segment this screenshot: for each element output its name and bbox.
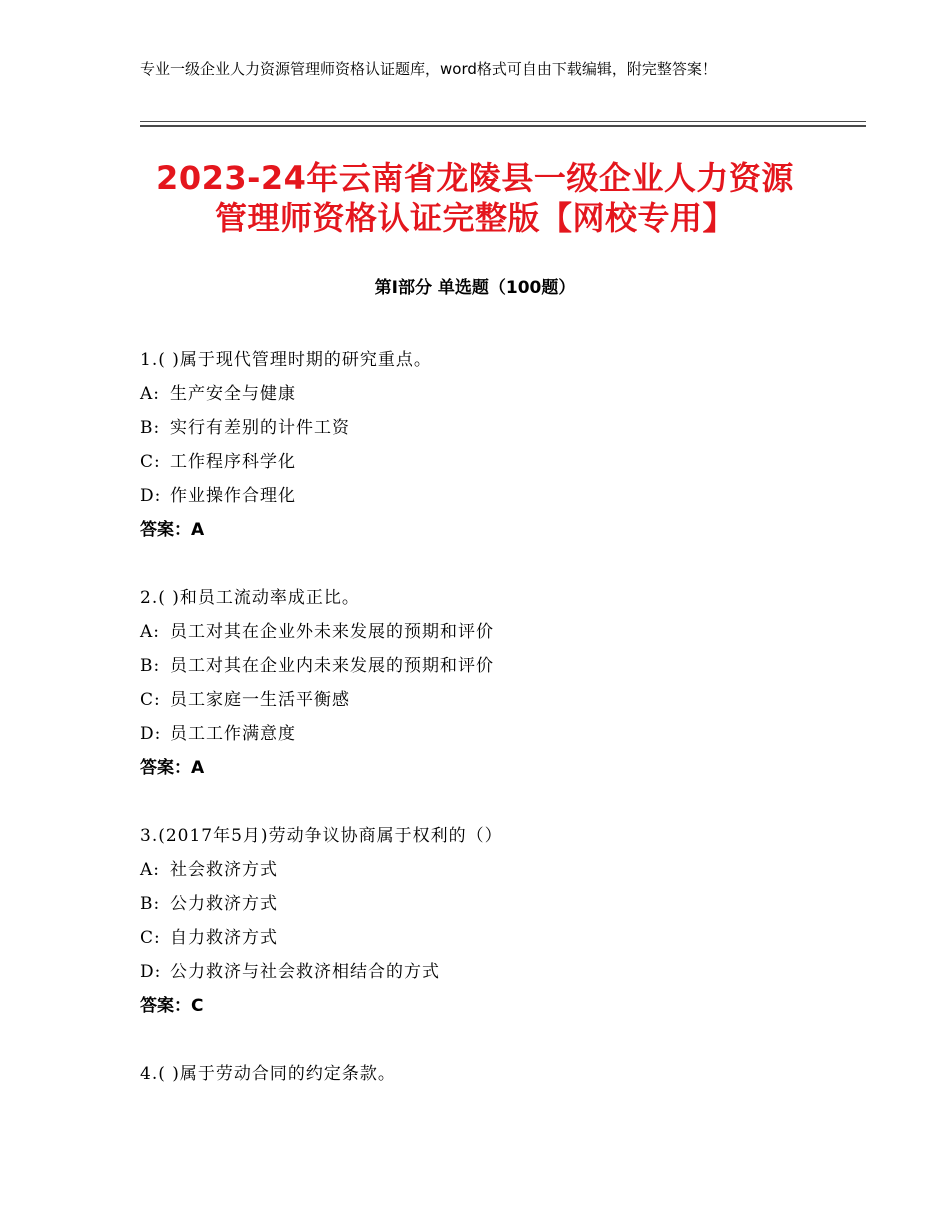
- question-stem: 1.( )属于现代管理时期的研究重点。: [140, 350, 432, 370]
- option-letter: A:: [140, 860, 161, 880]
- question-item: [140, 819, 860, 1023]
- option-text: 生产安全与健康: [170, 384, 296, 404]
- section-title: 第Ⅰ部分 单选题（100题）: [374, 278, 576, 298]
- option-b: [140, 649, 860, 683]
- option-text: 公力救济与社会救济相结合的方式: [170, 962, 440, 982]
- option-a: [140, 377, 860, 411]
- option-letter: B:: [140, 418, 161, 438]
- header-divider-thin: [140, 121, 866, 122]
- option-text: 员工家庭一生活平衡感: [170, 690, 350, 710]
- option-letter: C:: [140, 452, 161, 472]
- option-text: 自力救济方式: [170, 928, 278, 948]
- answer-label: 答案：A: [140, 520, 205, 540]
- option-c: [140, 921, 860, 955]
- header-note: 专业一级企业人力资源管理师资格认证题库，word格式可自由下载编辑，附完整答案！: [140, 60, 717, 78]
- answer-label: 答案：A: [140, 758, 205, 778]
- title-line-1: 2023-24年云南省龙陵县一级企业人力资源: [156, 159, 794, 197]
- option-d: [140, 479, 860, 513]
- question-list: [140, 343, 860, 1125]
- question-stem: 2.( )和员工流动率成正比。: [140, 588, 360, 608]
- option-text: 公力救济方式: [170, 894, 278, 914]
- option-letter: B:: [140, 656, 161, 676]
- option-a: [140, 853, 860, 887]
- option-b: [140, 411, 860, 445]
- option-letter: D:: [140, 724, 162, 744]
- title-line-2: 管理师资格认证完整版【网校专用】: [214, 199, 735, 237]
- option-d: [140, 717, 860, 751]
- option-text: 社会救济方式: [170, 860, 278, 880]
- option-d: [140, 955, 860, 989]
- option-letter: D:: [140, 962, 162, 982]
- option-text: 作业操作合理化: [170, 486, 296, 506]
- option-text: 工作程序科学化: [170, 452, 296, 472]
- question-item: [140, 1057, 860, 1091]
- option-c: [140, 683, 860, 717]
- question-item: [140, 343, 860, 547]
- option-text: 实行有差别的计件工资: [170, 418, 350, 438]
- option-letter: C:: [140, 928, 161, 948]
- option-b: [140, 887, 860, 921]
- option-text: 员工工作满意度: [170, 724, 296, 744]
- option-text: 员工对其在企业外未来发展的预期和评价: [170, 622, 494, 642]
- option-c: [140, 445, 860, 479]
- question-item: [140, 581, 860, 785]
- option-letter: D:: [140, 486, 162, 506]
- question-stem: 3.(2017年5月)劳动争议协商属于权利的（）: [140, 826, 503, 846]
- document-title: [40, 158, 910, 238]
- header-divider-thick: [140, 125, 866, 127]
- option-letter: B:: [140, 894, 161, 914]
- option-letter: A:: [140, 384, 161, 404]
- option-letter: A:: [140, 622, 161, 642]
- question-stem: 4.( )属于劳动合同的约定条款。: [140, 1064, 396, 1084]
- option-a: [140, 615, 860, 649]
- option-letter: C:: [140, 690, 161, 710]
- answer-label: 答案：C: [140, 996, 204, 1016]
- option-text: 员工对其在企业内未来发展的预期和评价: [170, 656, 494, 676]
